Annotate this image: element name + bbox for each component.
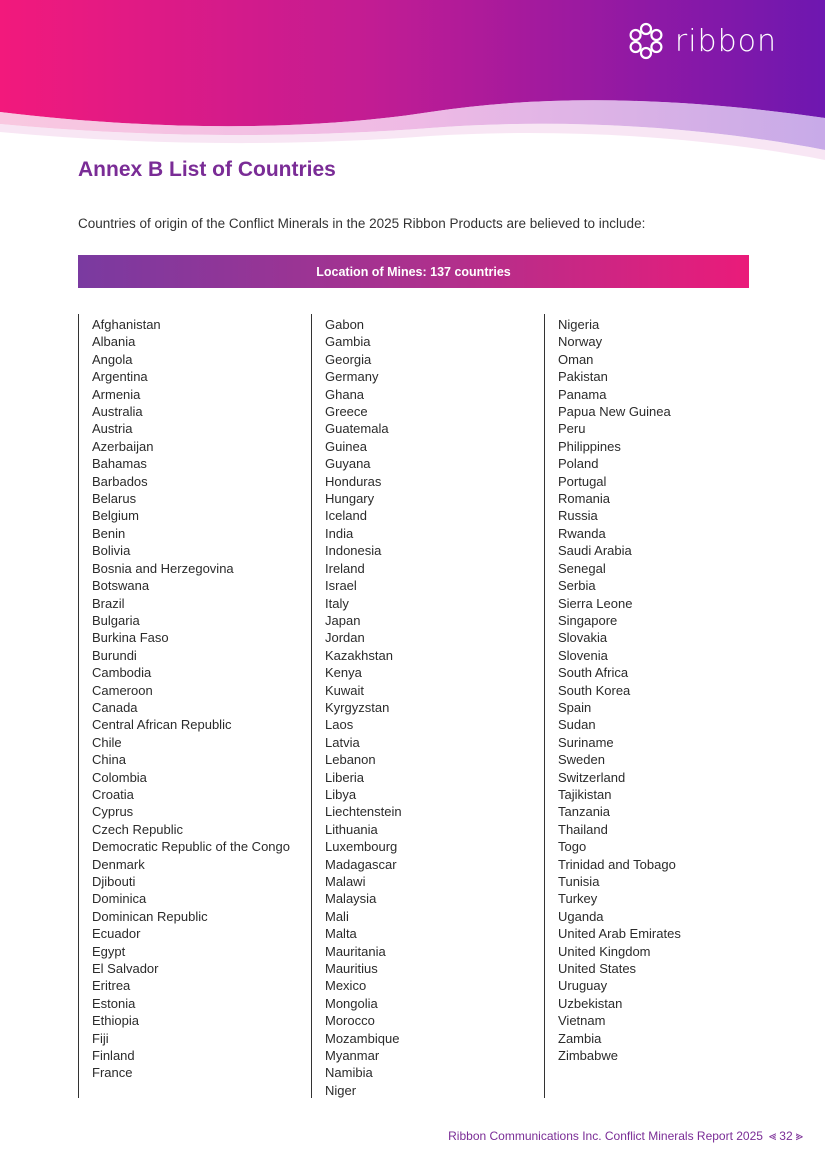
country-item: United Arab Emirates bbox=[558, 926, 681, 942]
country-item: Ireland bbox=[325, 560, 365, 576]
country-item: Estonia bbox=[92, 995, 136, 1011]
country-item: Lebanon bbox=[325, 752, 376, 768]
country-column-1 bbox=[78, 314, 312, 1098]
country-item: Mongolia bbox=[325, 995, 378, 1011]
country-item: Angola bbox=[92, 351, 133, 367]
country-item: Israel bbox=[325, 578, 357, 594]
country-item: Belgium bbox=[92, 508, 139, 524]
country-item: Rwanda bbox=[558, 525, 606, 541]
country-item: Cambodia bbox=[92, 665, 152, 681]
country-item: Myanmar bbox=[325, 1048, 380, 1064]
country-item: Azerbaijan bbox=[92, 438, 154, 454]
country-item: Indonesia bbox=[325, 543, 382, 559]
table-header-label: Location of Mines: 137 countries bbox=[316, 264, 511, 279]
country-item: Tanzania bbox=[558, 804, 611, 820]
country-item: Portugal bbox=[558, 473, 607, 489]
country-item: Cyprus bbox=[92, 804, 134, 820]
country-column-3 bbox=[544, 314, 778, 1098]
country-item: Luxembourg bbox=[325, 839, 398, 855]
country-item: Croatia bbox=[92, 786, 134, 802]
country-item: Guatemala bbox=[325, 421, 389, 437]
country-item: Fiji bbox=[92, 1030, 109, 1046]
country-item: Trinidad and Tobago bbox=[558, 856, 676, 872]
country-item: Laos bbox=[325, 717, 354, 733]
country-item: Central African Republic bbox=[92, 717, 232, 733]
country-item: Jordan bbox=[325, 630, 365, 646]
country-item: Japan bbox=[325, 612, 361, 628]
country-item: Philippines bbox=[558, 438, 621, 454]
country-item: Nigeria bbox=[558, 317, 600, 332]
country-item: Benin bbox=[92, 525, 126, 541]
country-item: Bosnia and Herzegovina bbox=[92, 560, 234, 576]
country-item: Democratic Republic of the Congo bbox=[92, 839, 290, 855]
country-item: Sierra Leone bbox=[558, 595, 633, 611]
country-item: Malta bbox=[325, 926, 357, 942]
country-item: Papua New Guinea bbox=[558, 404, 671, 420]
country-item: India bbox=[325, 525, 354, 541]
page-number: 32 bbox=[779, 1129, 793, 1143]
country-item: France bbox=[92, 1065, 133, 1081]
prev-page-icon[interactable]: ⪡ bbox=[768, 1128, 777, 1143]
table-header bbox=[78, 255, 749, 288]
country-item: Afghanistan bbox=[92, 317, 161, 332]
country-item: Egypt bbox=[92, 943, 126, 959]
footer-report-title: Ribbon Communications Inc. Conflict Minerals Report 2025 bbox=[448, 1129, 763, 1143]
country-item: Peru bbox=[558, 421, 586, 437]
footer bbox=[448, 1128, 803, 1144]
country-item: Ethiopia bbox=[92, 1013, 139, 1029]
country-item: Senegal bbox=[558, 560, 606, 576]
country-item: Djibouti bbox=[92, 874, 136, 889]
country-item: Germany bbox=[325, 369, 379, 385]
country-item: Austria bbox=[92, 421, 133, 437]
country-item: Bolivia bbox=[92, 543, 131, 559]
country-item: Morocco bbox=[325, 1013, 375, 1029]
country-item: Guyana bbox=[325, 456, 371, 472]
country-item: Tunisia bbox=[558, 874, 600, 889]
country-item: United States bbox=[558, 961, 637, 977]
brand-name: ribbon bbox=[674, 23, 777, 59]
country-item: Sudan bbox=[558, 717, 596, 733]
country-item: Oman bbox=[558, 351, 594, 367]
country-item: Malawi bbox=[325, 874, 366, 889]
country-item: Namibia bbox=[325, 1065, 373, 1081]
country-item: Lithuania bbox=[325, 821, 378, 837]
country-item: Bulgaria bbox=[92, 612, 140, 628]
country-item: Chile bbox=[92, 734, 122, 750]
country-item: Dominica bbox=[92, 891, 147, 907]
country-item: Kazakhstan bbox=[325, 647, 393, 663]
country-item: Vietnam bbox=[558, 1013, 606, 1029]
country-item: Dominican Republic bbox=[92, 908, 208, 924]
country-item: Colombia bbox=[92, 769, 147, 785]
country-item: Georgia bbox=[325, 351, 372, 367]
country-item: Kyrgyzstan bbox=[325, 699, 390, 715]
country-item: Libya bbox=[325, 786, 357, 802]
country-item: Czech Republic bbox=[92, 821, 184, 837]
ribbon-logo bbox=[627, 22, 777, 60]
country-item: Madagascar bbox=[325, 856, 397, 872]
country-item: Kuwait bbox=[325, 682, 365, 698]
country-item: Romania bbox=[558, 491, 611, 507]
page-title: Annex B List of Countries bbox=[78, 158, 336, 181]
country-item: Mali bbox=[325, 908, 349, 924]
country-item: Liberia bbox=[325, 769, 365, 785]
country-item: Greece bbox=[325, 404, 368, 420]
country-column-2 bbox=[311, 314, 545, 1098]
country-item: Belarus bbox=[92, 491, 137, 507]
country-item: Burkina Faso bbox=[92, 630, 169, 646]
country-item: Uruguay bbox=[558, 978, 608, 994]
country-item: Switzerland bbox=[558, 769, 626, 785]
country-item: Finland bbox=[92, 1048, 135, 1064]
country-item: Spain bbox=[558, 699, 592, 715]
country-item: Iceland bbox=[325, 508, 367, 524]
country-item: Burundi bbox=[92, 647, 137, 663]
country-item: Singapore bbox=[558, 612, 618, 628]
country-item: Malaysia bbox=[325, 891, 377, 907]
country-item: Thailand bbox=[558, 821, 608, 837]
country-item: China bbox=[92, 752, 126, 768]
country-item: South Korea bbox=[558, 682, 631, 698]
country-item: Eritrea bbox=[92, 978, 131, 994]
country-item: Latvia bbox=[325, 734, 360, 750]
country-item: Italy bbox=[325, 595, 349, 611]
country-item: Gambia bbox=[325, 334, 371, 350]
country-item: Uzbekistan bbox=[558, 995, 623, 1011]
country-item: Bahamas bbox=[92, 456, 147, 472]
country-item: Kenya bbox=[325, 665, 362, 681]
country-item: Mozambique bbox=[325, 1030, 400, 1046]
country-item: Niger bbox=[325, 1082, 357, 1098]
country-item: Guinea bbox=[325, 438, 367, 454]
country-item: Slovakia bbox=[558, 630, 608, 646]
country-item: Russia bbox=[558, 508, 598, 524]
country-item: Australia bbox=[92, 404, 143, 420]
country-item: Poland bbox=[558, 456, 599, 472]
country-item: Slovenia bbox=[558, 647, 608, 663]
country-item: Uganda bbox=[558, 908, 604, 924]
country-item: Norway bbox=[558, 334, 603, 350]
country-item: Cameroon bbox=[92, 682, 153, 698]
page-navigation bbox=[769, 1128, 803, 1144]
country-item: Ghana bbox=[325, 386, 365, 402]
country-item: Turkey bbox=[558, 891, 598, 907]
country-item: Hungary bbox=[325, 491, 375, 507]
country-item: Ecuador bbox=[92, 926, 141, 942]
country-item: Barbados bbox=[92, 473, 148, 489]
country-item: Sweden bbox=[558, 752, 605, 768]
ribbon-logo-icon bbox=[627, 22, 665, 60]
country-item: Denmark bbox=[92, 856, 145, 872]
country-item: Liechtenstein bbox=[325, 804, 402, 820]
next-page-icon[interactable]: ⪢ bbox=[795, 1128, 803, 1143]
country-item: Argentina bbox=[92, 369, 148, 385]
intro-text: Countries of origin of the Conflict Minerals in the 2025 Ribbon Products are believed to include: bbox=[78, 216, 646, 231]
country-item: Canada bbox=[92, 699, 138, 715]
country-item: Armenia bbox=[92, 386, 141, 402]
country-item: Mauritania bbox=[325, 943, 386, 959]
country-item: Zambia bbox=[558, 1030, 602, 1046]
country-item: El Salvador bbox=[92, 961, 159, 977]
country-item: South Africa bbox=[558, 665, 629, 681]
country-item: Gabon bbox=[325, 317, 365, 332]
country-item: Mauritius bbox=[325, 961, 378, 977]
country-item: Mexico bbox=[325, 978, 367, 994]
country-item: Serbia bbox=[558, 578, 596, 594]
country-item: Tajikistan bbox=[558, 786, 612, 802]
country-item: Panama bbox=[558, 386, 607, 402]
country-item: Brazil bbox=[92, 595, 125, 611]
country-item: Pakistan bbox=[558, 369, 608, 385]
country-item: United Kingdom bbox=[558, 943, 651, 959]
country-item: Botswana bbox=[92, 578, 150, 594]
country-item: Togo bbox=[558, 839, 587, 855]
country-item: Suriname bbox=[558, 734, 614, 750]
country-item: Albania bbox=[92, 334, 136, 350]
country-item: Saudi Arabia bbox=[558, 543, 632, 559]
country-item: Honduras bbox=[325, 473, 382, 489]
country-item: Zimbabwe bbox=[558, 1048, 618, 1064]
